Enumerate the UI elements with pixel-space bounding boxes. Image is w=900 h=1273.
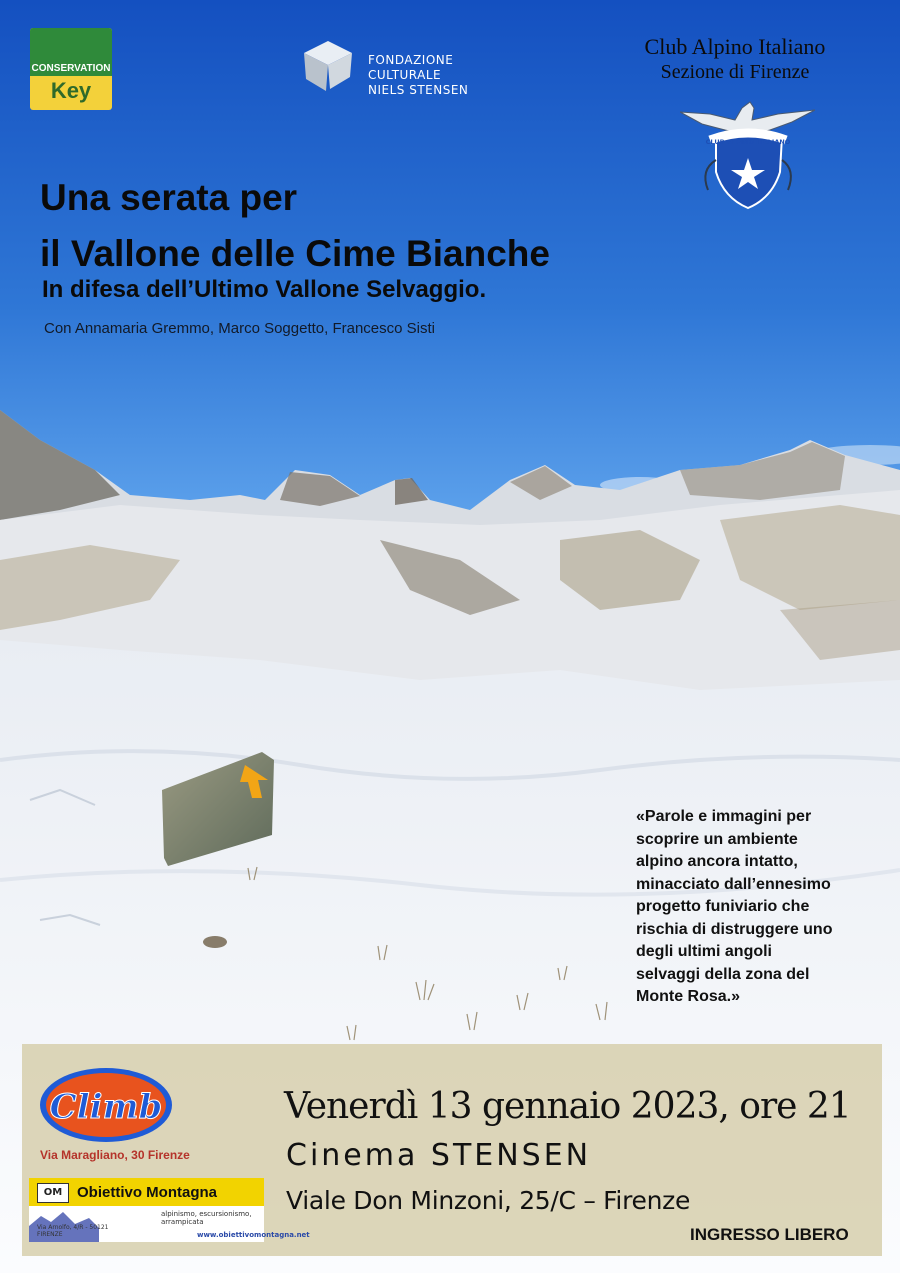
event-title: [40, 170, 550, 282]
quote-line: scoprire un ambiente: [636, 830, 798, 848]
cai-subtitle: Sezione di Firenze: [660, 61, 810, 83]
obiettivo-tagline: alpinismo, escursionismo, arrampicata: [161, 1210, 252, 1226]
quote-line: alpino ancora intatto,: [636, 853, 798, 870]
event-address: Viale Don Minzoni, 25/C – Firenze: [286, 1186, 691, 1215]
cai-eagle-emblem-icon: [680, 100, 815, 212]
quote-line: «Parole e immagini per: [636, 808, 812, 825]
quote-line: progetto funiviario che: [636, 898, 810, 915]
climb-logo-icon: [38, 1066, 174, 1144]
obiettivo-address: Via Arnolfo, 4/R - 50121 FIRENZE: [37, 1224, 109, 1238]
event-date: Venerdì 13 gennaio 2023, ore 21: [284, 1086, 851, 1127]
fondazione-line2: NIELS STENSEN: [368, 83, 469, 97]
cai-title: Club Alpino Italiano: [644, 34, 826, 59]
climb-logo-text: Climb: [49, 1087, 163, 1127]
conservation-the-key-logo: [30, 28, 112, 110]
obiettivo-name: Obiettivo Montagna: [77, 1184, 217, 1201]
om-logo-icon: OM: [37, 1183, 69, 1203]
quote-line: rischia di distruggere uno: [636, 920, 833, 938]
fondazione-stensen-logo: [300, 35, 530, 95]
event-subtitle: In difesa dell’Ultimo Vallone Selvaggio.: [42, 276, 487, 303]
fondazione-name: [368, 53, 530, 98]
quote-line: minacciato dall’ennesimo: [636, 875, 831, 893]
cube-logo-icon: [300, 37, 356, 93]
free-entry-label: INGRESSO LIBERO: [690, 1225, 849, 1244]
title-line-1: Una serata per: [40, 177, 298, 218]
quote-line: selvaggi della zona del: [636, 965, 810, 983]
quote-text: [636, 806, 886, 1009]
cai-header: [600, 34, 870, 84]
climb-address: Via Maragliano, 30 Firenze: [40, 1148, 190, 1162]
obiettivo-website: www.obiettivomontagna.net: [197, 1231, 310, 1239]
title-line-2: il Vallone delle Cime Bianche: [40, 233, 550, 274]
quote-line: Monte Rosa.»: [636, 988, 741, 1005]
obiettivo-montagna-logo: [29, 1178, 310, 1242]
event-venue: Cinema STENSEN: [286, 1138, 592, 1173]
quote-line: degli ultimi angoli: [636, 943, 772, 960]
speakers-line: Con Annamaria Gremmo, Marco Soggetto, Francesco Sisti: [44, 320, 435, 337]
fondazione-line1: FONDAZIONE CULTURALE: [368, 53, 454, 82]
cai-emblem-text: CLUB ALPINO ITALIANO: [705, 138, 791, 146]
conservation-text: CONSERVATION: [31, 63, 111, 74]
key-text: Key: [50, 78, 92, 103]
